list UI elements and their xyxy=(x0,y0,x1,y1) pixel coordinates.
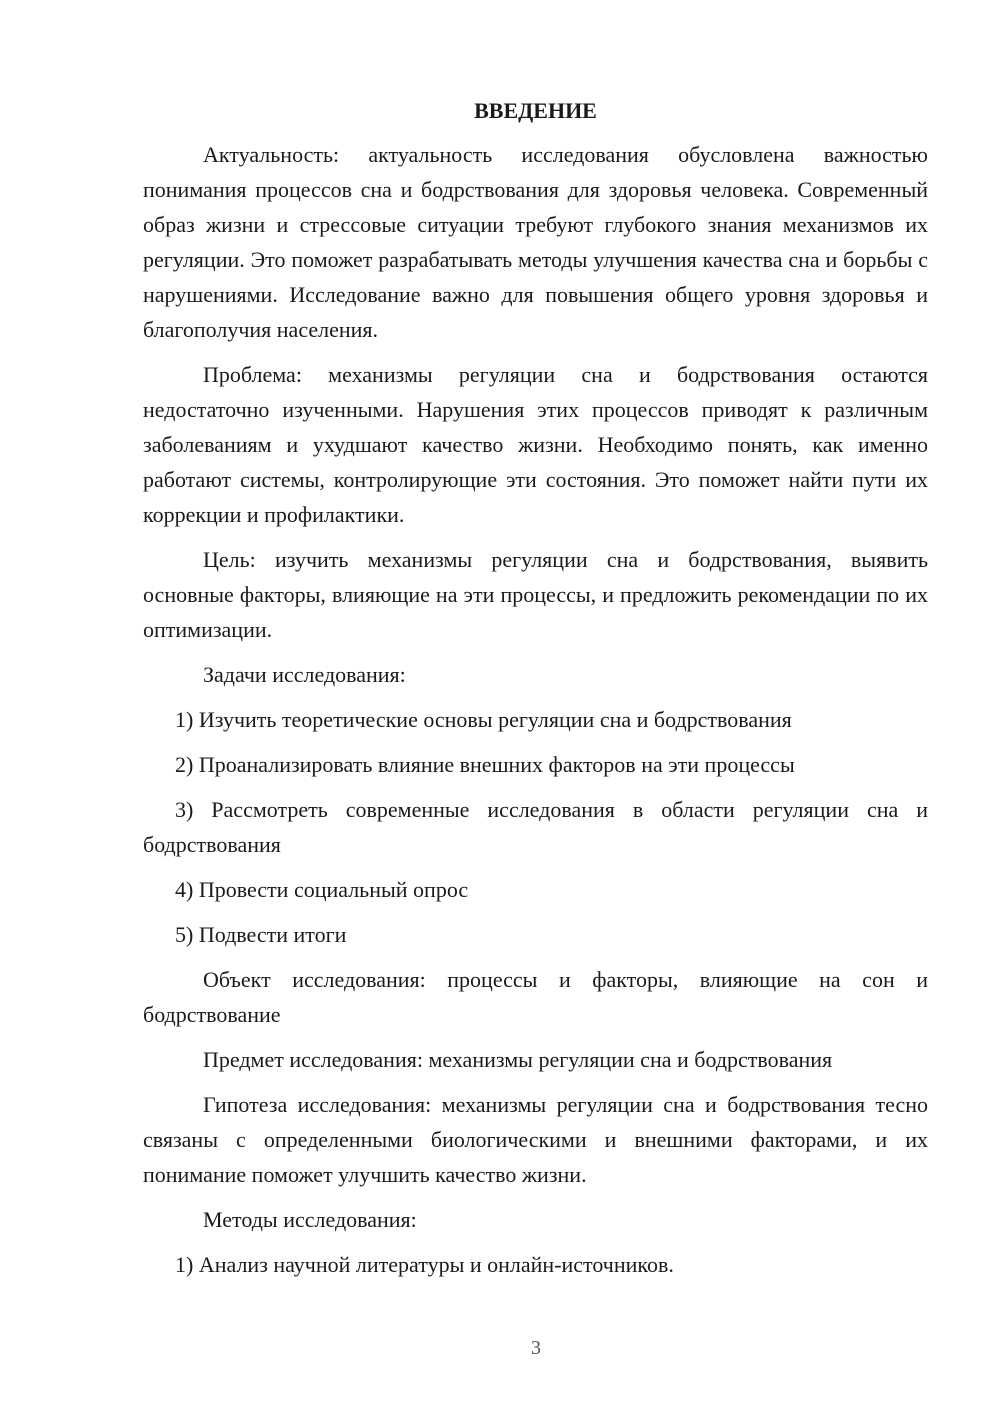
task-item: 2) Проанализировать влияние внешних факторов на эти процессы xyxy=(175,752,795,777)
methods-title: Методы исследования: xyxy=(203,1207,417,1232)
task-item: 5) Подвести итоги xyxy=(175,922,347,947)
object-paragraph: Объект исследования: процессы и факторы, влияющие на сон и бодрствование xyxy=(143,967,928,1027)
task-item: 3) Рассмотреть современные исследования в области регуляции сна и бодрствования xyxy=(143,797,928,857)
page-number: 3 xyxy=(531,1337,541,1359)
task-item: 1) Изучить теоретические основы регуляции сна и бодрствования xyxy=(175,707,792,732)
problem-paragraph: Проблема: механизмы регуляции сна и бодрствования остаются недостаточно изученными. Нарушения этих процессов приводят к различным заболеваниям и ухудшают качество жизни. Необходимо понять, как именно работают системы, контролирующие эти состояния. Это поможет найти пути их коррекции и профилактики. xyxy=(143,362,928,527)
section-heading: ВВЕДЕНИЕ xyxy=(474,98,597,123)
subject-paragraph: Предмет исследования: механизмы регуляции сна и бодрствования xyxy=(203,1047,833,1072)
tasks-title: Задачи исследования: xyxy=(203,662,406,687)
goal-paragraph: Цель: изучить механизмы регуляции сна и бодрствования, выявить основные факторы, влияющие на эти процессы, и предложить рекомендации по их оптимизации. xyxy=(143,547,928,642)
method-item: 1) Анализ научной литературы и онлайн-источников. xyxy=(175,1252,674,1277)
relevance-paragraph: Актуальность: актуальность исследования обусловлена важностью понимания процессов сна и бодрствования для здоровья человека. Современный образ жизни и стрессовые ситуации требуют глубокого знания механизмов их регуляции. Это поможет разрабатывать методы улучшения качества сна и борьбы с нарушениями. Исследование важно для повышения общего уровня здоровья и благополучия населения. xyxy=(143,142,928,342)
task-item: 4) Провести социальный опрос xyxy=(175,877,469,902)
hypothesis-paragraph: Гипотеза исследования: механизмы регуляции сна и бодрствования тесно связаны с определенными биологическими и внешними факторами, и их понимание поможет улучшить качество жизни. xyxy=(143,1092,928,1187)
page-content xyxy=(143,95,928,1292)
